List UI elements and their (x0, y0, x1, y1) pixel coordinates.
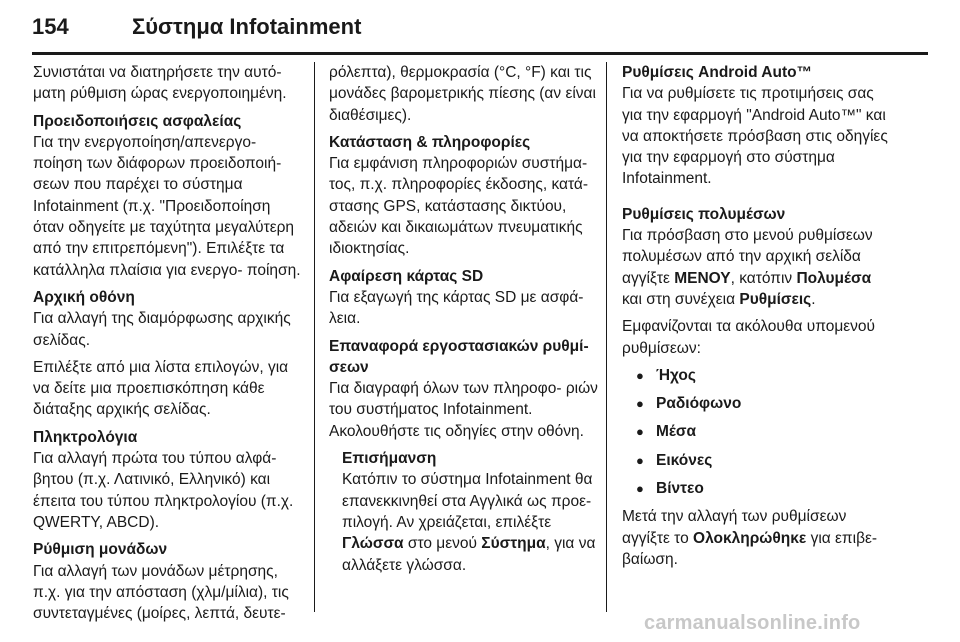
section-body-2: Επιλέξτε από μια λίστα επιλογών, για να δείτε μια προεπισκόπηση κάθε διάταξης αρχικής σελίδας. (33, 358, 289, 419)
list-item: ● Μέσα (636, 421, 892, 442)
after-text-2: για επιβε- βαίωση. (622, 529, 878, 568)
media-text-2: , κατόπιν (730, 269, 793, 287)
section-body: Για διαγραφή όλων των πληροφο- ριών του συστήματος Infotainment. Ακολουθήστε τις οδηγίες στην οθόνη. (329, 380, 598, 440)
section-heading: Ρυθμίσεις πολυμέσων (622, 205, 786, 223)
list-item: ● Ήχος (636, 365, 892, 386)
submenu-list (622, 365, 892, 499)
watermark-text: carmanualsonline.info (644, 612, 861, 634)
page-number: 154 (32, 14, 69, 39)
section-heading: Αφαίρεση κάρτας SD (329, 267, 484, 285)
note-bold-language: Γλώσσα (342, 535, 404, 553)
list-item: ● Εικόνες (636, 450, 892, 471)
section-body: Για αλλαγή της διαμόρφωσης αρχικής σελίδας. (33, 310, 291, 349)
units-continued: ρόλεπτα), θερμοκρασία (°C, °F) και τις μονάδες βαρομετρικής πίεσης (αν είναι διαθέσιμες). (329, 64, 596, 124)
media-bold-multimedia: Πολυμέσα (796, 269, 872, 287)
section-media-settings (622, 204, 892, 310)
media-bold-menu: ΜΕΝΟΥ (674, 269, 731, 287)
section-heading: Αρχική οθόνη (33, 288, 135, 306)
after-text-1: Μετά την αλλαγή των ρυθμίσεων αγγίξτε το (622, 508, 847, 547)
section-heading: Ρύθμιση μονάδων (33, 541, 168, 559)
section-home-screen (33, 287, 303, 351)
column-2 (329, 62, 599, 582)
note-box (329, 448, 599, 576)
column-1 (33, 62, 303, 630)
section-heading: Κατάσταση & πληροφορίες (329, 133, 531, 151)
note-bold-system: Σύστημα (481, 535, 546, 553)
section-units (33, 539, 303, 624)
section-keyboards (33, 427, 303, 533)
section-remove-sd (329, 266, 599, 330)
page-title: Σύστημα Infotainment (132, 14, 362, 39)
after-bold-done: Ολοκληρώθηκε (693, 529, 807, 547)
media-text-1: Για πρόσβαση στο μενού ρυθμίσεων πολυμέσων από την αρχική σελίδα αγγίξτε (622, 227, 873, 287)
section-body: Για να ρυθμίσετε τις προτιμήσεις σας για την εφαρμογή "Android Auto™" και να αποκτήσετε πρόσβαση στις οδηγίες για την εφαρμογή στο σύστημα Infotainment. (622, 85, 888, 188)
section-body: Για εξαγωγή της κάρτας SD με ασφά- λεια. (329, 288, 584, 328)
header-rule (32, 52, 928, 55)
note-text-3: , για να αλλάξετε γλώσσα. (342, 535, 596, 574)
section-status-info (329, 132, 599, 260)
section-heading: Ρυθμίσεις Android Auto™ (622, 64, 813, 81)
list-item: ● Ραδιόφωνο (636, 393, 892, 414)
media-bold-settings: Ρυθμίσεις (739, 290, 812, 308)
section-body: Για αλλαγή πρώτα του τύπου αλφά- βητου (π.χ. Λατινικό, Ελληνικό) και έπειτα του τύπου πληκτρολογίου (π.χ. QWERTY, ABCD). (33, 450, 294, 531)
note-heading: Επισήμανση (342, 450, 437, 468)
after-paragraph (622, 506, 892, 570)
column-divider-2 (606, 62, 607, 612)
section-body: Για την ενεργοποίηση/απενεργο- ποίηση των διάφορων προειδοποιή- σεων που παρέχει το σύστημα Infotainment (π.χ. "Προειδοποίηση όταν οδηγείτε με ταχύτητα μεγαλύτερη από την επιτρεπόμενη"). Επιλέξτε τα κατάλληλα πλαίσια για ενεργο- ποίηση. (33, 133, 301, 279)
media-text-4: . (811, 290, 816, 308)
note-text-2: στο μενού (407, 535, 477, 553)
submenus-intro: Εμφανίζονται τα ακόλουθα υπομενού ρυθμίσεων: (622, 318, 876, 357)
column-3 (622, 62, 892, 576)
section-heading: Προειδοποιήσεις ασφαλείας (33, 112, 242, 130)
media-text-3: και στη συνέχεια (622, 290, 736, 308)
section-factory-reset (329, 336, 599, 442)
section-body: Για εμφάνιση πληροφοριών συστήμα- τος, π.χ. πληροφορίες έκδοσης, κατά- στασης GPS, κατάστασης δικτύου, αδειών και δικαιωμάτων πνευματικής ιδιοκτησίας. (329, 155, 589, 258)
section-body: Για αλλαγή των μονάδων μέτρησης, π.χ. για την απόσταση (χλμ/μίλια), τις συντεταγμένες (μοίρες, λεπτά, δευτε- (33, 562, 289, 623)
column-divider-1 (314, 62, 315, 612)
list-item: ● Βίντεο (636, 478, 892, 499)
note-text-1: Κατόπιν το σύστημα Infotainment θα επανεκκινηθεί στα Αγγλικά ως προε- πιλογή. Αν χρειάζεται, επιλέξτε (342, 471, 593, 531)
intro-paragraph: Συνιστάται να διατηρήσετε την αυτό- ματη ρύθμιση ώρας ενεργοποιημένη. (33, 64, 287, 103)
section-safety-warnings (33, 111, 303, 281)
section-heading: Επαναφορά εργοστασιακών ρυθμί- σεων (329, 337, 589, 376)
section-android-auto (622, 62, 892, 190)
section-heading: Πληκτρολόγια (33, 428, 138, 446)
page-header (32, 4, 928, 52)
